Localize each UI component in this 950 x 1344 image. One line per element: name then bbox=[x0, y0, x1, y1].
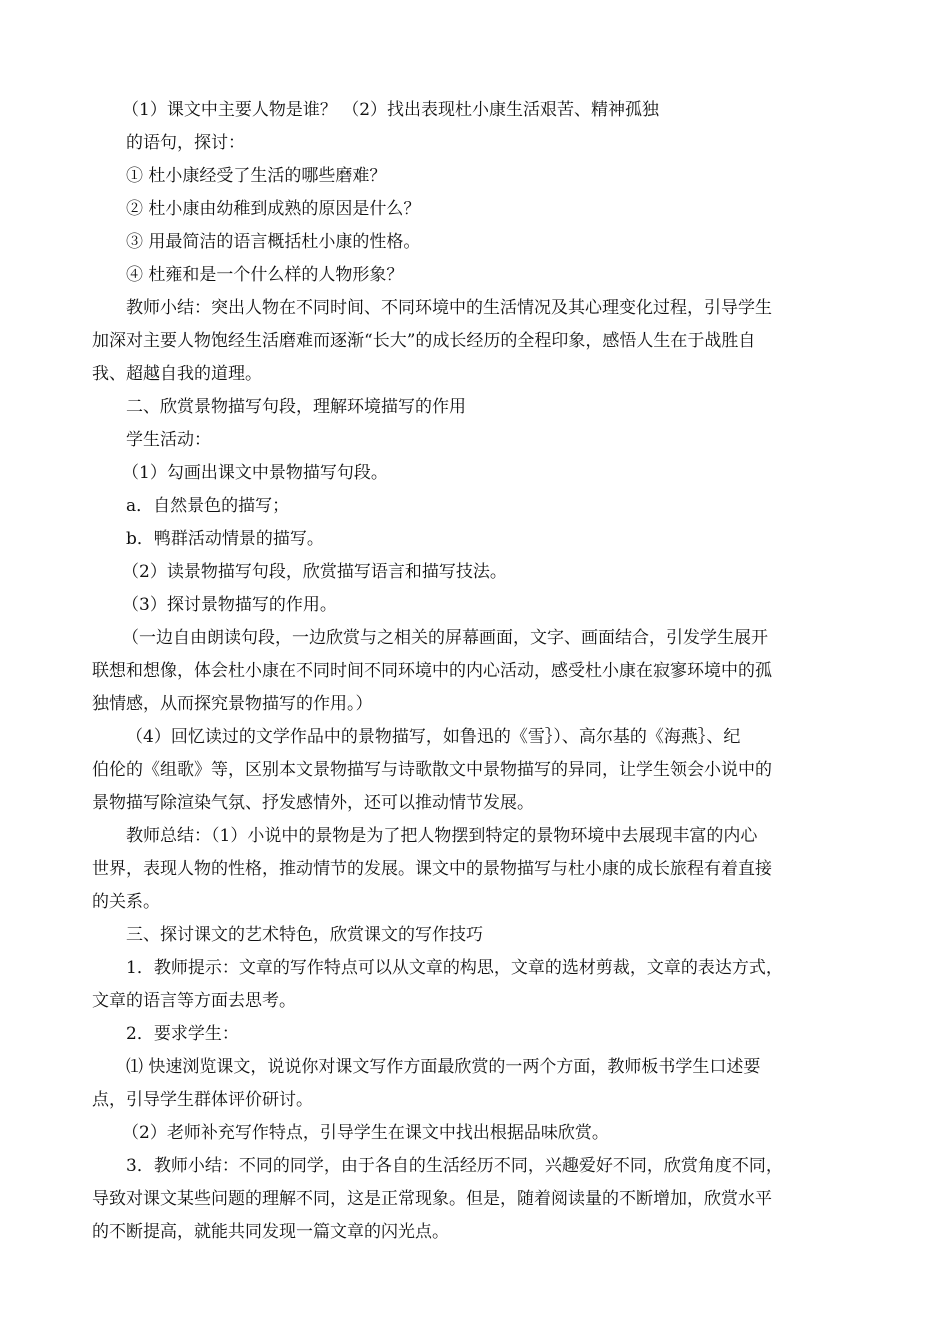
text-line: ③ 用最简洁的语言概括杜小康的性格。 bbox=[126, 232, 421, 252]
summary-line: 的不断提高，就能共同发现一篇文章的闪光点。 bbox=[92, 1222, 449, 1242]
item4-line: （4）回忆读过的文学作品中的景物描写，如鲁迅的《雪｝）、高尔基的《海燕｝、纪 bbox=[126, 727, 741, 747]
note-line: （一边自由朗读句段，一边欣赏与之相关的屏幕画面，文字、画面结合，引发学生展开 bbox=[122, 628, 768, 648]
summary-line: 加深对主要人物饱经生活磨难而逐渐“长大”的成长经历的全程印象，感悟人生在于战胜自 bbox=[92, 331, 756, 351]
req2-line: （2）老师补充写作特点，引导学生在课文中找出根据品味欣赏。 bbox=[122, 1123, 609, 1143]
activity-label: 学生活动： bbox=[126, 430, 211, 450]
list-item: （1）勾画出课文中景物描写句段。 bbox=[122, 463, 388, 483]
item4-line: 伯伦的《组歌》等，区别本文景物描写与诗歌散文中景物描写的异同，让学生领会小说中的 bbox=[92, 760, 772, 780]
req1-line: ⑴ 快速浏览课文，说说你对课文写作方面最欣赏的一两个方面，教师板书学生口述要 bbox=[126, 1057, 761, 1077]
text-line: ④ 杜雍和是一个什么样的人物形象？ bbox=[126, 265, 404, 285]
text-line: 的语句，探讨： bbox=[126, 133, 245, 153]
note-line: 独情感，从而探究景物描写的作用。） bbox=[92, 694, 373, 714]
summary-line: 3．教师小结：不同的同学，由于各自的生活经历不同，兴趣爱好不同，欣赏角度不同， bbox=[126, 1156, 783, 1176]
tip-line: 文章的语言等方面去思考。 bbox=[92, 991, 296, 1011]
section-heading: 三、探讨课文的艺术特色，欣赏课文的写作技巧 bbox=[126, 925, 483, 945]
list-item: （3）探讨景物描写的作用。 bbox=[122, 595, 337, 615]
text-line: ① 杜小康经受了生活的哪些磨难？ bbox=[126, 166, 387, 186]
conclusion-line: 教师总结：（1）小说中的景物是为了把人物摆到特定的景物环境中去展现丰富的内心 bbox=[126, 826, 758, 846]
require-label: 2．要求学生： bbox=[126, 1024, 239, 1044]
text-line: （1）课文中主要人物是谁？ （2）找出表现杜小康生活艰苦、精神孤独 bbox=[122, 100, 660, 120]
list-item: a．自然景色的描写； bbox=[126, 496, 290, 516]
summary-line: 我、超越自我的道理。 bbox=[92, 364, 262, 384]
req1-line: 点，引导学生群体评价研讨。 bbox=[92, 1090, 313, 1110]
list-item: b．鸭群活动情景的描写。 bbox=[126, 529, 324, 549]
item4-line: 景物描写除渲染气氛、抒发感情外，还可以推动情节发展。 bbox=[92, 793, 534, 813]
section-heading: 二、欣赏景物描写句段，理解环境描写的作用 bbox=[126, 397, 466, 417]
conclusion-line: 的关系。 bbox=[92, 892, 160, 912]
list-item: （2）读景物描写句段，欣赏描写语言和描写技法。 bbox=[122, 562, 507, 582]
tip-line: 1．教师提示：文章的写作特点可以从文章的构思，文章的选材剪裁，文章的表达方式， bbox=[126, 958, 783, 978]
document-body bbox=[92, 94, 862, 1249]
conclusion-line: 世界，表现人物的性格，推动情节的发展。课文中的景物描写与杜小康的成长旅程有着直接 bbox=[92, 859, 772, 879]
note-line: 联想和想像，体会杜小康在不同时间不同环境中的内心活动，感受杜小康在寂寥环境中的孤 bbox=[92, 661, 772, 681]
summary-line: 教师小结：突出人物在不同时间、不同环境中的生活情况及其心理变化过程，引导学生 bbox=[126, 298, 772, 318]
text-line: ② 杜小康由幼稚到成熟的原因是什么？ bbox=[126, 199, 421, 219]
summary-line: 导致对课文某些问题的理解不同，这是正常现象。但是，随着阅读量的不断增加，欣赏水平 bbox=[92, 1189, 772, 1209]
